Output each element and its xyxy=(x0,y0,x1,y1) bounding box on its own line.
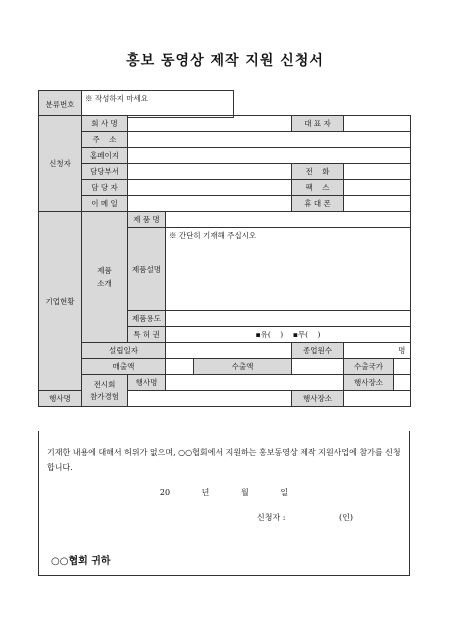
manager-field[interactable] xyxy=(128,180,292,196)
event1-label: 행사명 xyxy=(128,375,166,391)
representative-field[interactable] xyxy=(344,116,411,132)
mobile-field[interactable] xyxy=(344,196,411,212)
export-country-field[interactable] xyxy=(394,359,411,375)
place2-field[interactable] xyxy=(344,391,411,407)
place2-label: 행사장소 xyxy=(292,391,344,407)
founded-field[interactable] xyxy=(166,343,292,359)
sales-label: 매출액 xyxy=(82,359,166,375)
seal-mark: (인) xyxy=(339,513,353,522)
patent-options[interactable]: ▪유( ) ▪무( ) xyxy=(166,327,411,343)
address-field[interactable] xyxy=(128,132,411,148)
declaration-text: 기재한 내용에 대해서 허위가 없으며, ○○협회에서 지원하는 홍보동영상 제작 지원사업에 참가를 신청합니다. xyxy=(47,448,401,472)
application-form-table xyxy=(38,115,411,407)
homepage-field[interactable] xyxy=(128,148,411,164)
phone-label: 전 화 xyxy=(292,164,344,180)
place1-label: 행사장소 xyxy=(344,375,394,391)
company-name-field[interactable] xyxy=(128,116,292,132)
event2-field[interactable] xyxy=(128,391,292,407)
declaration-box xyxy=(38,431,410,576)
manager-label: 담 당 자 xyxy=(82,180,128,196)
product-use-field[interactable] xyxy=(166,311,411,327)
company-name-label: 회 사 명 xyxy=(82,116,128,132)
representative-label: 대 표 자 xyxy=(292,116,344,132)
sales-field[interactable] xyxy=(166,359,194,375)
event2-label: 행사명 xyxy=(39,391,82,407)
address-label: 주 소 xyxy=(82,132,128,148)
department-label: 담당부서 xyxy=(82,164,128,180)
email-label: 이 메 일 xyxy=(82,196,128,212)
product-name-label: 제 품 명 xyxy=(128,212,166,228)
department-field[interactable] xyxy=(128,164,292,180)
classification-table xyxy=(38,90,234,118)
place1-field[interactable] xyxy=(394,375,411,391)
classification-note: ※ 작성하지 마세요 xyxy=(82,91,234,118)
exhibition-section-label: 전시회 참가경험 xyxy=(82,375,128,407)
declaration-date[interactable]: 20 년 월 일 xyxy=(159,488,289,497)
email-field[interactable] xyxy=(128,196,292,212)
exports-label: 수출액 xyxy=(194,359,292,375)
exports-field[interactable] xyxy=(292,359,344,375)
patent-label: 특 허 권 xyxy=(128,327,166,343)
fax-label: 팩 스 xyxy=(292,180,344,196)
recipient: ○○협회 귀하 xyxy=(51,556,111,567)
applicant-signature-label: 신청자 : xyxy=(257,513,286,522)
employees-unit: 명 xyxy=(394,343,411,359)
product-intro-label: 제품 소개 xyxy=(82,212,128,343)
fax-field[interactable] xyxy=(344,180,411,196)
product-name-field[interactable] xyxy=(166,212,411,228)
founded-label: 설립일자 xyxy=(82,343,166,359)
mobile-label: 휴 대 폰 xyxy=(292,196,344,212)
document-title: 홍보 동영상 제작 지원 신청서 xyxy=(126,53,324,69)
employees-label: 종업원수 xyxy=(292,343,344,359)
product-desc-label: 제품설명 xyxy=(128,228,166,311)
applicant-section-label: 신청자 xyxy=(39,116,82,212)
phone-field[interactable] xyxy=(344,164,411,180)
homepage-label: 홈페이지 xyxy=(82,148,128,164)
employees-field[interactable] xyxy=(344,343,394,359)
company-section-label: 기업현황 xyxy=(39,212,82,391)
event1-field[interactable] xyxy=(166,375,344,391)
product-desc-field[interactable]: ※ 간단히 기재해 주십시오 xyxy=(166,228,411,311)
classification-label: 분류번호 xyxy=(39,91,82,118)
product-use-label: 제품용도 xyxy=(128,311,166,327)
export-country-label: 수출국가 xyxy=(344,359,394,375)
